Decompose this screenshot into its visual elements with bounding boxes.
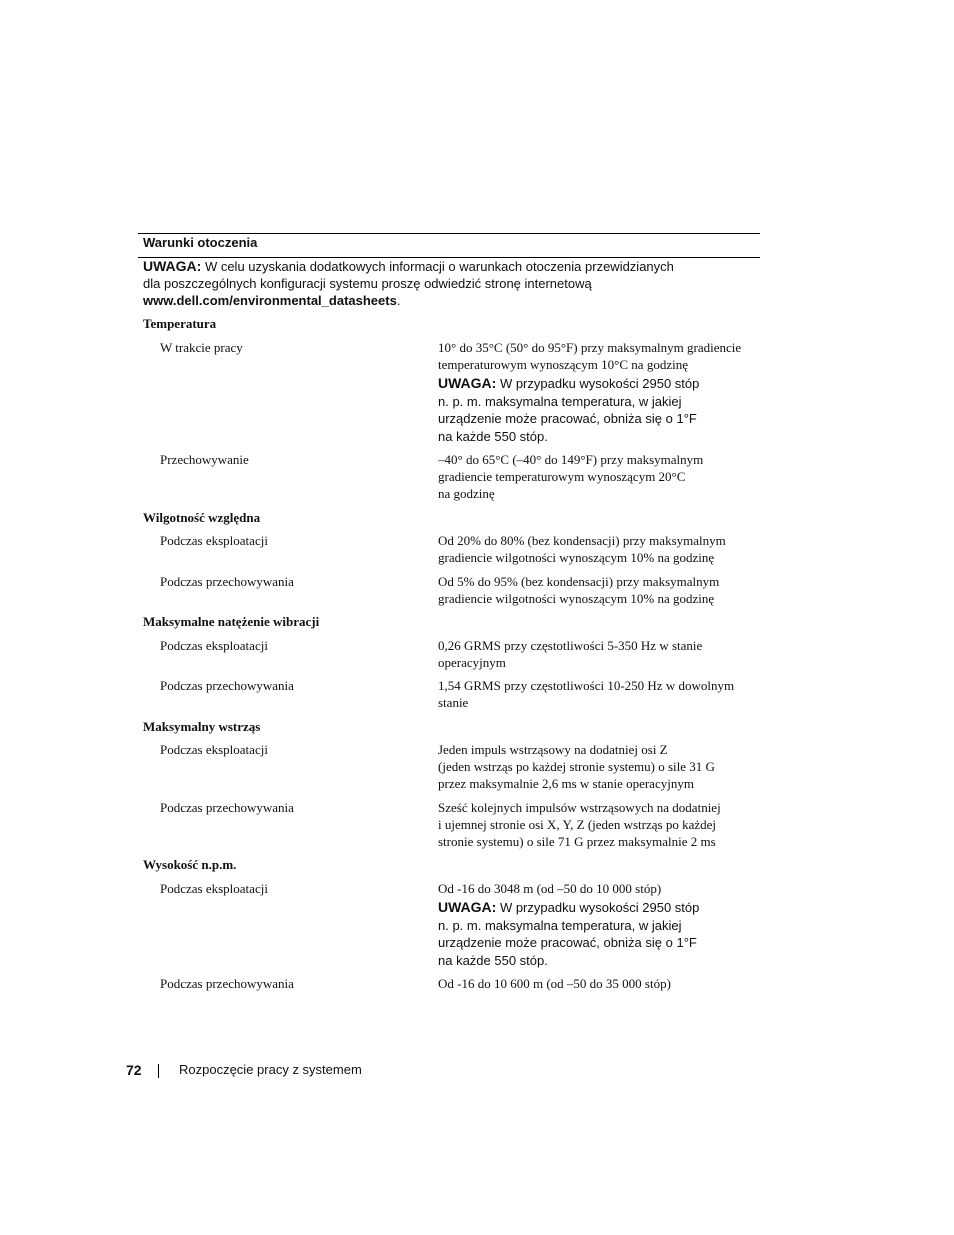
datasheet-link[interactable]: www.dell.com/environmental_datasheets [143,293,397,308]
environment-note [143,258,743,309]
note-label: UWAGA: [438,375,497,391]
vibration-storage-value [438,677,768,711]
page-number: 72 [126,1062,142,1078]
temperature-operating-line: temperaturowym wynoszącym 10°C na godzinę [438,357,688,372]
note-line: W przypadku wysokości 2950 stóp [496,376,700,391]
note-label: UWAGA: [438,899,497,915]
vibration-operating-line: 0,26 GRMS przy częstotliwości 5-350 Hz w stanie [438,638,703,653]
altitude-storage-line: Od -16 do 10 600 m (od –50 do 35 000 stóp) [438,976,671,991]
shock-operating-line: przez maksymalnie 2,6 ms w stanie operacyjnym [438,776,694,791]
altitude-operating-label: Podczas eksploatacji [160,881,268,896]
vibration-operating-value [438,637,768,671]
section-title: Warunki otoczenia [143,235,258,250]
vibration-operating-label: Podczas eksploatacji [160,638,268,653]
note-text-line2: dla poszczególnych konfiguracji systemu proszę odwiedzić stronę internetową [143,276,592,291]
temperature-storage-label: Przechowywanie [160,452,249,467]
humidity-operating-line: Od 20% do 80% (bez kondensacji) przy maksymalnym [438,533,726,548]
shock-storage-line: stronie systemu) o sile 71 G przez maksymalnie 2 ms [438,834,716,849]
note-line: na każde 550 stóp. [438,428,548,444]
shock-operating-label: Podczas eksploatacji [160,742,268,757]
temperature-altitude-note [438,375,758,445]
humidity-storage-line: gradiencie wilgotności wynoszącym 10% na godzinę [438,591,715,606]
humidity-storage-line: Od 5% do 95% (bez kondensacji) przy maksymalnym [438,574,720,589]
shock-heading: Maksymalny wstrząs [143,719,261,734]
shock-storage-line: i ujemnej stronie osi X, Y, Z (jeden wstrząs po każdej [438,817,716,832]
humidity-operating-value [438,532,768,566]
temperature-operating-line: 10° do 35°C (50° do 95°F) przy maksymalnym gradiencie [438,340,742,355]
shock-operating-line: (jeden wstrząs po każdej stronie systemu) o sile 31 G [438,759,715,774]
humidity-storage-value [438,573,768,607]
temperature-storage-line: gradiencie temperaturowym wynoszącym 20°C [438,469,686,484]
note-line: urządzenie może pracować, obniża się o 1°F [438,411,697,426]
temperature-operating-value [438,339,768,373]
vibration-storage-line: 1,54 GRMS przy częstotliwości 10-250 Hz w dowolnym [438,678,735,693]
altitude-storage-value [438,975,768,992]
altitude-operating-line: Od -16 do 3048 m (od –50 do 10 000 stóp) [438,881,662,896]
note-line: n. p. m. maksymalna temperatura, w jakiej [438,917,682,933]
shock-storage-value [438,799,768,850]
table-top-rule [138,233,760,234]
shock-operating-line: Jeden impuls wstrząsowy na dodatniej osi Z [438,742,668,757]
shock-storage-label: Podczas przechowywania [160,800,294,815]
note-url-suffix: . [396,293,401,308]
note-line: n. p. m. maksymalna temperatura, w jakiej [438,393,682,409]
chapter-title: Rozpoczęcie pracy z systemem [179,1062,362,1077]
vibration-heading: Maksymalne natężenie wibracji [143,614,320,629]
shock-storage-line: Sześć kolejnych impulsów wstrząsowych na dodatniej [438,800,721,815]
note-line: urządzenie może pracować, obniża się o 1°F [438,935,697,950]
vibration-operating-line: operacyjnym [438,655,506,670]
vibration-storage-label: Podczas przechowywania [160,678,294,693]
note-text-line1: W celu uzyskania dodatkowych informacji o warunkach otoczenia przewidzianych [201,259,674,274]
altitude-operating-value [438,880,768,897]
temperature-heading: Temperatura [143,316,217,331]
note-label: UWAGA: [143,258,202,274]
footer-separator [158,1064,159,1078]
shock-operating-value [438,741,768,792]
humidity-storage-label: Podczas przechowywania [160,574,294,589]
humidity-operating-line: gradiencie wilgotności wynoszącym 10% na godzinę [438,550,715,565]
temperature-operating-label: W trakcie pracy [160,340,243,355]
temperature-storage-line: na godzinę [438,486,495,501]
humidity-operating-label: Podczas eksploatacji [160,533,268,548]
vibration-storage-line: stanie [438,695,469,710]
note-line: W przypadku wysokości 2950 stóp [496,900,700,915]
temperature-storage-value [438,451,768,502]
note-line: na każde 550 stóp. [438,952,548,968]
humidity-heading: Wilgotność względna [143,510,261,525]
altitude-temperature-note [438,899,758,969]
temperature-storage-line: –40° do 65°C (–40° do 149°F) przy maksymalnym [438,452,704,467]
altitude-storage-label: Podczas przechowywania [160,976,294,991]
altitude-heading: Wysokość n.p.m. [143,857,237,872]
